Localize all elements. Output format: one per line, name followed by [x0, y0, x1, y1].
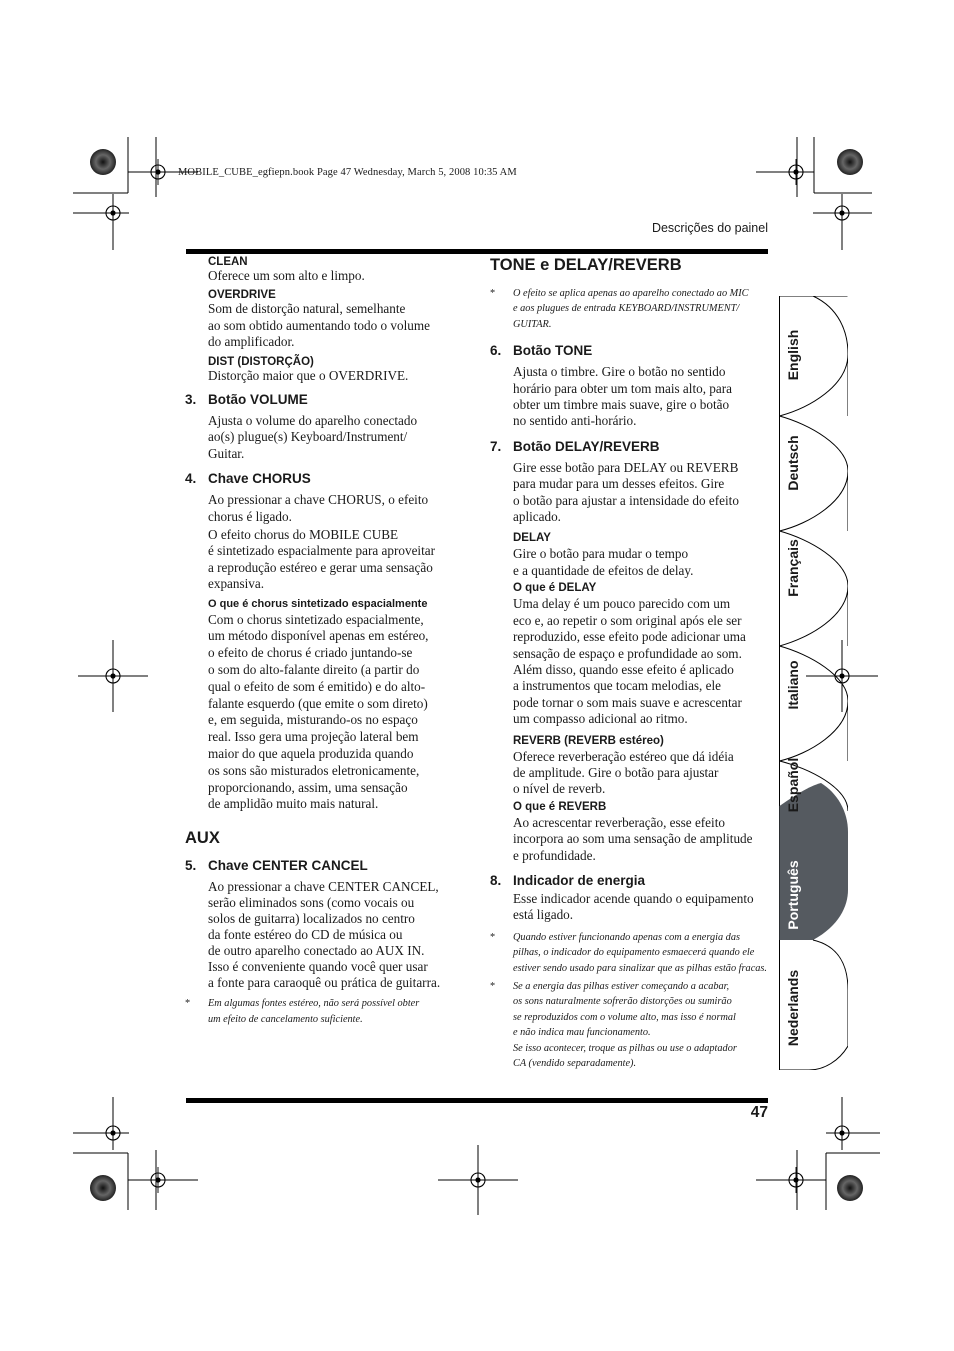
- tone-note: [490, 286, 770, 332]
- section-title: Botão DELAY/REVERB: [513, 438, 660, 454]
- color-target-icon: [90, 1175, 116, 1201]
- section-number: 7.: [490, 438, 502, 454]
- text-line: pilhas, o indicador do equipamento esmaecerá quando ele: [513, 947, 755, 959]
- text-line: está ligado.: [513, 907, 574, 923]
- page-number: 47: [750, 1104, 768, 1121]
- section-header: Descrições do painel: [651, 221, 768, 235]
- overdrive-heading: OVERDRIVE: [208, 289, 276, 302]
- text-line: Oferece um som alto e limpo.: [208, 268, 365, 283]
- center-cancel-heading: [185, 858, 457, 873]
- text-line: qual o efeito de som é emitido) e do alto-: [208, 678, 426, 694]
- language-tab-nederlands: Nederlands: [785, 969, 801, 1047]
- text-line: o botão para ajustar a intensidade do efeito: [513, 492, 739, 508]
- text-line: Uma delay é um pouco parecido com um: [513, 596, 731, 612]
- text-line: expansiva.: [208, 576, 265, 592]
- power-indicator-text: [513, 891, 770, 924]
- text-line: do amplificador.: [208, 334, 295, 350]
- text-line: GUITAR.: [513, 318, 552, 330]
- note-text: [513, 979, 770, 1071]
- language-tab-italiano: Italiano: [785, 660, 801, 710]
- text-line: Com o chorus sintetizado espacialmente,: [208, 611, 424, 627]
- text-line: solos de guitarra) localizados no centro: [208, 911, 415, 927]
- text-line: Ajusta o volume do aparelho conectado: [208, 413, 418, 429]
- text-line: para mudar para um desses efeitos. Gire: [513, 476, 725, 492]
- section-number: 6.: [490, 343, 502, 359]
- text-line: da fonte estéreo do CD de música ou: [208, 927, 403, 943]
- section-title: Botão VOLUME: [208, 392, 308, 408]
- text-line: maior do que aquela produzida quando: [208, 746, 414, 762]
- language-tab-español: Español: [785, 757, 801, 813]
- text-line: Gire o botão para mudar o tempo: [513, 546, 689, 562]
- color-target-icon: [90, 149, 116, 175]
- right-column: [490, 256, 770, 1071]
- volume-knob-text: [208, 413, 457, 462]
- text-line: ao som obtido aumentando todo o volume: [208, 317, 430, 333]
- text-line: chorus é ligado.: [208, 508, 292, 524]
- delay-heading: DELAY: [513, 532, 551, 545]
- tone-delay-reverb-heading: TONE e DELAY/REVERB: [490, 256, 682, 274]
- text-line: um método disponível apenas em estéreo,: [208, 628, 429, 644]
- text-line: Quando estiver funcionando apenas com a energia das: [513, 931, 740, 943]
- text-line: horário para obter um tom mais alto, para: [513, 380, 732, 396]
- text-line: pode tornar o som mais suave e acrescentar: [513, 694, 742, 710]
- text-line: o nível de reverb.: [513, 781, 606, 797]
- section-title: Chave CENTER CANCEL: [208, 858, 368, 874]
- volume-knob-heading: [185, 392, 457, 407]
- note-text: [513, 286, 770, 332]
- aux-heading: AUX: [185, 829, 220, 848]
- text-line: Gire esse botão para DELAY ou REVERB: [513, 459, 739, 475]
- text-line: os sons naturalmente sofrerão distorções ou sumirão: [513, 996, 732, 1008]
- text-line: falante esquerdo (que emite o som direto): [208, 695, 428, 711]
- battery-note-1: [490, 930, 770, 976]
- text-line: a reprodução estéreo e gerar uma sensação: [208, 559, 433, 575]
- language-tab-deutsch: Deutsch: [785, 435, 801, 491]
- language-tab-english: English: [785, 329, 801, 381]
- color-target-icon: [837, 1175, 863, 1201]
- text-line: e não indica mau funcionamento.: [513, 1027, 651, 1039]
- text-line: a instrumentos que tocam melodias, ele: [513, 678, 722, 694]
- text-line: ao(s) plugue(s) Keyboard/Instrument/: [208, 429, 408, 445]
- text-line: aplicado.: [513, 509, 561, 525]
- text-line: proporcionando, assim, uma sensação: [208, 779, 408, 795]
- clean-heading: CLEAN: [208, 256, 248, 268]
- bottom-rule: [186, 1098, 768, 1103]
- text-line: a fonte para caraoquê ou prática de guitarra.: [208, 975, 441, 991]
- language-tab-português: Português: [785, 860, 801, 930]
- what-is-reverb-heading: O que é REVERB: [513, 800, 607, 813]
- text-line: sensação de espaço e profundidade ao som.: [513, 645, 742, 661]
- battery-note-2: [490, 979, 770, 1071]
- text-line: O efeito chorus do MOBILE CUBE: [208, 527, 399, 543]
- section-title: Chave CHORUS: [208, 471, 311, 487]
- language-tab-français: Français: [785, 539, 801, 597]
- text-line: de outro aparelho conectado ao AUX IN.: [208, 943, 425, 959]
- section-title: Indicador de energia: [513, 872, 646, 888]
- delay-reverb-knob-heading: [490, 439, 770, 454]
- text-line: os sons são misturados eletronicamente,: [208, 762, 420, 778]
- note-asterisk: *: [490, 931, 496, 943]
- text-line: o som do alto-falante direito (a partir do: [208, 662, 420, 678]
- note-text: [208, 996, 457, 1027]
- delay-text: [513, 546, 770, 579]
- text-line: eco e, ao repetir o som original após ele ser: [513, 612, 742, 628]
- tone-knob-heading: [490, 343, 770, 358]
- text-line: CA (vendido separadamente).: [513, 1058, 637, 1070]
- chorus-description-text: [208, 527, 457, 593]
- color-target-icon: [837, 149, 863, 175]
- text-line: Esse indicador acende quando o equipamento: [513, 890, 754, 906]
- what-is-delay-heading: O que é DELAY: [513, 582, 597, 595]
- text-line: Ao pressionar a chave CHORUS, o efeito: [208, 492, 429, 508]
- chorus-switch-text: [208, 492, 457, 525]
- clean-text: [208, 268, 457, 284]
- section-number: 5.: [185, 858, 197, 874]
- text-line: Som de distorção natural, semelhante: [208, 301, 406, 317]
- text-line: Se a energia das pilhas estiver começando a acabar,: [513, 981, 730, 992]
- text-line: Além disso, quando esse efeito é aplicado: [513, 661, 734, 677]
- note-text: [513, 930, 770, 976]
- center-cancel-text: [208, 879, 457, 991]
- delay-reverb-knob-text: [513, 460, 770, 526]
- chorus-explanation-text: [208, 612, 457, 814]
- text-line: o efeito de chorus é criado juntando-se: [208, 645, 413, 661]
- text-line: no sentido anti-horário.: [513, 413, 637, 429]
- text-line: um compasso adicional ao ritmo.: [513, 711, 688, 727]
- what-is-reverb-text: [513, 815, 770, 864]
- note-asterisk: *: [490, 288, 496, 299]
- section-number: 8.: [490, 872, 502, 888]
- book-file-line: MOBILE_CUBE_egfiepn.book Page 47 Wednesday, March 5, 2008 10:35 AM: [178, 167, 517, 178]
- dist-text: [208, 368, 457, 384]
- text-line: Guitar.: [208, 445, 245, 461]
- text-line: Oferece reverberação estéreo que dá idéia: [513, 748, 734, 764]
- text-line: de amplitude. Gire o botão para ajustar: [513, 764, 719, 780]
- text-line: Isso é conveniente quando você quer usar: [208, 959, 428, 975]
- text-line: e aos plugues de entrada KEYBOARD/INSTRUMENT/: [513, 303, 740, 315]
- chorus-explanation-heading: O que é chorus sintetizado espacialmente: [208, 597, 428, 610]
- reverb-text: [513, 749, 770, 798]
- text-line: se reproduzidos com o volume alto, mas isso é normal: [513, 1011, 736, 1023]
- text-line: Ao pressionar a chave CENTER CANCEL,: [208, 879, 439, 895]
- what-is-delay-text: [513, 596, 770, 727]
- text-line: e profundidade.: [513, 847, 596, 863]
- dist-heading: DIST (DISTORÇÃO): [208, 355, 314, 368]
- text-line: serão eliminados sons (como vocais ou: [208, 895, 415, 911]
- chorus-switch-heading: [185, 471, 457, 486]
- text-line: estiver sendo usado para sinalizar que as pilhas estão fracas.: [513, 962, 767, 974]
- text-line: Em algumas fontes estéreo, não será possível obter: [208, 998, 420, 1010]
- note-asterisk: *: [185, 998, 191, 1010]
- text-line: Ao acrescentar reverberação, esse efeito: [513, 814, 725, 830]
- section-number: 4.: [185, 471, 197, 487]
- section-title: Botão TONE: [513, 343, 593, 359]
- text-line: e a quantidade de efeitos de delay.: [513, 562, 694, 578]
- top-rule: [186, 249, 768, 254]
- overdrive-text: [208, 301, 457, 350]
- text-line: incorpora ao som uma sensação de amplitude: [513, 831, 753, 847]
- text-line: O efeito se aplica apenas ao aparelho conectado ao MIC: [513, 288, 749, 299]
- power-indicator-heading: [490, 873, 770, 888]
- text-line: Distorção maior que o OVERDRIVE.: [208, 367, 409, 383]
- center-cancel-note: [185, 996, 457, 1027]
- text-line: é sintetizado espacialmente para aproveitar: [208, 543, 436, 559]
- tone-knob-text: [513, 364, 770, 430]
- text-line: e, em seguida, misturando-os no espaço: [208, 712, 418, 728]
- text-line: reproduzido, esse efeito pode adicionar uma: [513, 629, 746, 645]
- text-line: um efeito de cancelamento suficiente.: [208, 1013, 363, 1025]
- text-line: Se isso acontecer, troque as pilhas ou use o adaptador: [513, 1042, 737, 1054]
- text-line: obter um timbre mais suave, gire o botão: [513, 397, 730, 413]
- section-number: 3.: [185, 392, 197, 408]
- left-column: [185, 256, 457, 1027]
- note-asterisk: *: [490, 981, 496, 992]
- text-line: Ajusta o timbre. Gire o botão no sentido: [513, 364, 726, 380]
- reverb-heading: REVERB (REVERB estéreo): [513, 734, 664, 747]
- text-line: real. Isso gera uma projeção lateral bem: [208, 729, 419, 745]
- text-line: de amplidão muito mais natural.: [208, 796, 379, 812]
